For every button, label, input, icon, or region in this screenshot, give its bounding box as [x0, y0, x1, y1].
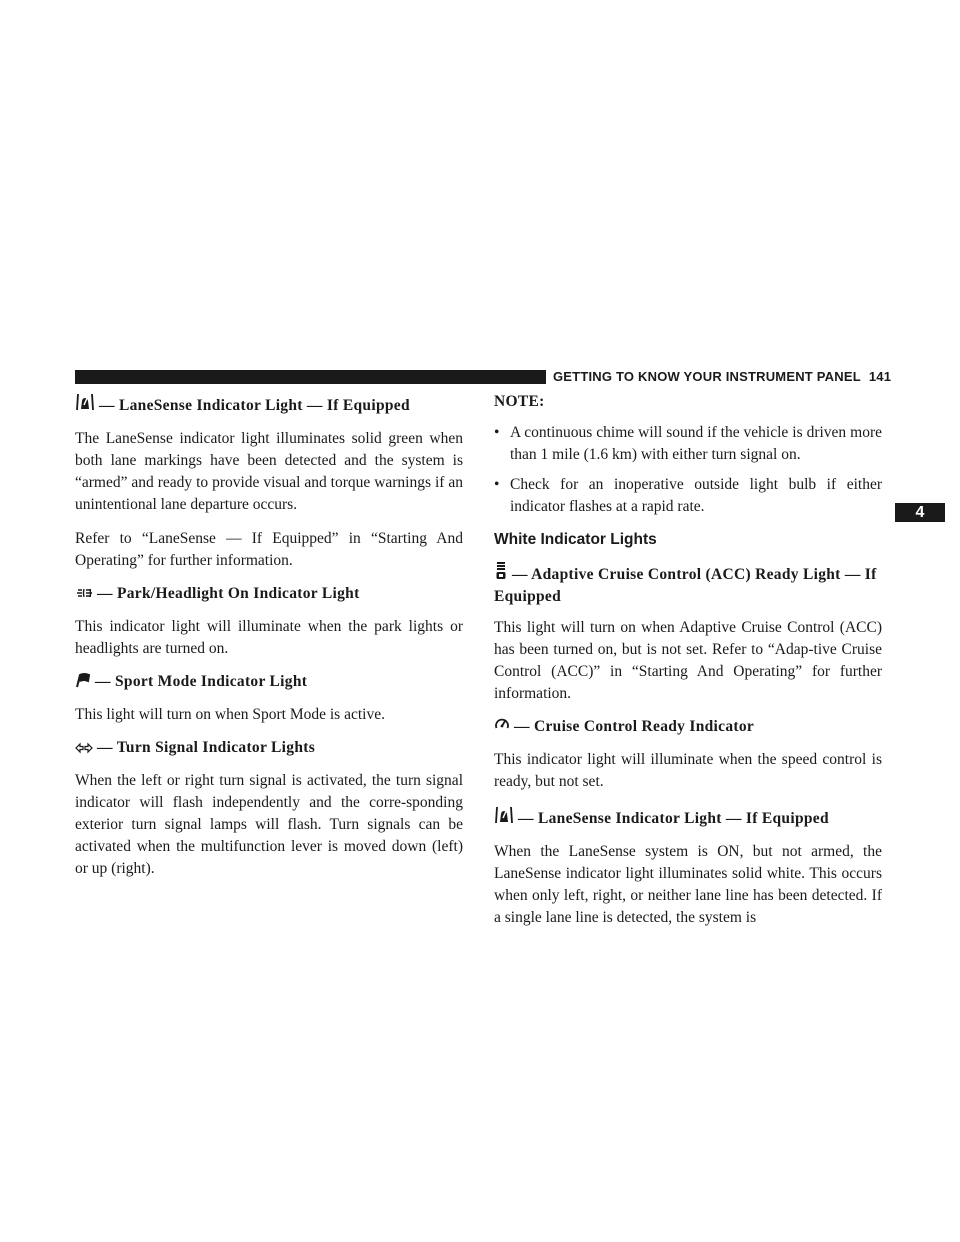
- sport-mode-heading: — Sport Mode Indicator Light: [75, 672, 463, 694]
- left-column: [75, 392, 463, 880]
- note-label: NOTE:: [494, 393, 545, 410]
- header-rule: [75, 370, 546, 384]
- cruise-control-icon: [494, 717, 510, 739]
- lanesense-icon: [494, 805, 514, 831]
- lanesense-white-heading: — LaneSense Indicator Light — If Equipped: [494, 805, 882, 831]
- lanesense-icon: [75, 392, 95, 418]
- lanesense-green-refer: Refer to “LaneSense — If Equipped” in “Starting And Operating” for further information.: [75, 530, 463, 569]
- acc-ready-icon: [494, 561, 508, 587]
- cruise-ready-text: This indicator light will illuminate when the speed control is ready, but not set.: [494, 751, 882, 790]
- section-title: GETTING TO KNOW YOUR INSTRUMENT PANEL: [553, 369, 861, 384]
- turn-signal-icon: [75, 740, 93, 760]
- lanesense-green-text: The LaneSense indicator light illuminates solid green when both lane markings have been detected and the system is “armed” and ready to provide visual and torque warnings if an unintentional lane departure occurs.: [75, 430, 463, 513]
- turn-signal-text: When the left or right turn signal is activated, the turn signal indicator will flash independently and the corre-sponding exterior turn signal lamps will flash. Turn signals can be activated when the multifunction lever is moved down (left) or up (right).: [75, 772, 463, 877]
- cruise-ready-heading: — Cruise Control Ready Indicator: [494, 717, 882, 739]
- acc-ready-heading: — Adaptive Cruise Control (ACC) Ready Light — If Equipped: [494, 561, 882, 607]
- list-item: • Check for an inoperative outside light bulb if either indicator flashes at a rapid rate.: [494, 476, 882, 515]
- notes-list: [494, 422, 882, 518]
- park-headlight-heading: — Park/Headlight On Indicator Light: [75, 584, 463, 606]
- sport-mode-icon: [75, 672, 91, 694]
- lanesense-green-heading: — LaneSense Indicator Light — If Equipped: [75, 392, 463, 418]
- acc-ready-text: This light will turn on when Adaptive Cruise Control (ACC) has been turned on, but is not set. Refer to “Adap-tive Cruise Control (ACC)” in “Starting And Operating” for further information.: [494, 619, 882, 702]
- chapter-tab: 4: [895, 503, 945, 522]
- park-headlight-text: This indicator light will illuminate when the park lights or headlights are turned on.: [75, 618, 463, 657]
- right-column: [494, 392, 882, 929]
- park-headlight-icon: [75, 586, 93, 606]
- lanesense-white-text: When the LaneSense system is ON, but not armed, the LaneSense indicator light illuminates solid white. This occurs when only left, right, or neither lane line has been detected. If a single lane line is detected, the system is: [494, 843, 882, 926]
- running-header: [553, 369, 891, 384]
- sport-mode-text: This light will turn on when Sport Mode is active.: [75, 706, 385, 723]
- white-indicator-heading: White Indicator Lights: [494, 531, 657, 548]
- turn-signal-heading: — Turn Signal Indicator Lights: [75, 738, 463, 760]
- list-item: • A continuous chime will sound if the vehicle is driven more than 1 mile (1.6 km) with either turn signal on.: [494, 424, 882, 463]
- page-number: 141: [868, 369, 892, 384]
